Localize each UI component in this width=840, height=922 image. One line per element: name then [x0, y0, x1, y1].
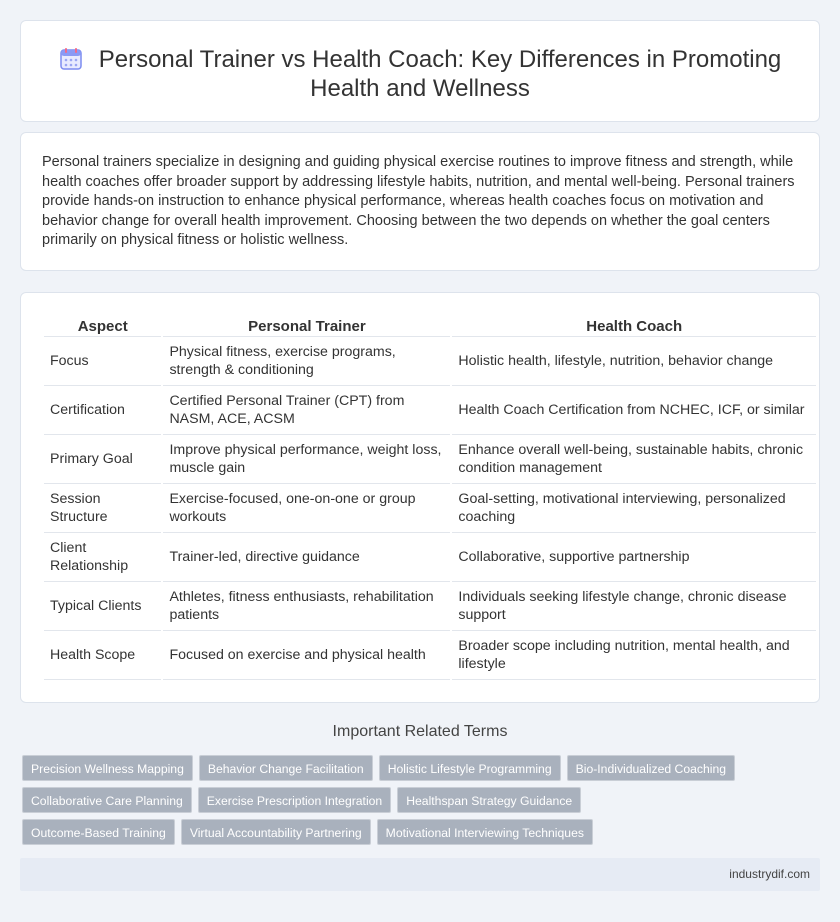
column-header-personal-trainer: Personal Trainer	[163, 311, 450, 337]
aspect-cell: Health Scope	[44, 631, 161, 680]
table-header-row	[44, 311, 816, 337]
table-row	[44, 337, 816, 386]
related-term-tag[interactable]: Behavior Change Facilitation	[199, 755, 373, 781]
related-term-tag[interactable]: Healthspan Strategy Guidance	[397, 787, 581, 813]
table-row	[44, 582, 816, 631]
health-coach-cell: Individuals seeking lifestyle change, chronic disease support	[452, 582, 816, 631]
related-term-tag[interactable]: Holistic Lifestyle Programming	[379, 755, 561, 781]
related-term-tag[interactable]: Motivational Interviewing Techniques	[377, 819, 593, 845]
personal-trainer-cell: Improve physical performance, weight loss, muscle gain	[163, 435, 450, 484]
table-row	[44, 386, 816, 435]
health-coach-cell: Goal-setting, motivational interviewing, personalized coaching	[452, 484, 816, 533]
intro-paragraph: Personal trainers specialize in designing and guiding physical exercise routines to improve fitness and strength, while health coaches offer broader support by addressing lifestyle habits, nutrition, and mental well-being. Personal trainers provide hands-on instruction to enhance physical performance, whereas health coaches focus on motivation and behavior change for overall health improvement. Choosing between the two depends on whether the goal centers primarily on physical fitness or holistic wellness.	[42, 154, 795, 249]
related-term-tag[interactable]: Precision Wellness Mapping	[22, 755, 193, 781]
column-header-aspect: Aspect	[44, 311, 161, 337]
personal-trainer-cell: Certified Personal Trainer (CPT) from NASM, ACE, ACSM	[163, 386, 450, 435]
personal-trainer-cell: Exercise-focused, one-on-one or group workouts	[163, 484, 450, 533]
aspect-cell: Session Structure	[44, 484, 161, 533]
health-coach-cell: Collaborative, supportive partnership	[452, 533, 816, 582]
table-row	[44, 435, 816, 484]
personal-trainer-cell: Focused on exercise and physical health	[163, 631, 450, 680]
aspect-cell: Certification	[44, 386, 161, 435]
title-card	[20, 20, 820, 122]
comparison-card	[20, 292, 820, 703]
aspect-cell: Primary Goal	[44, 435, 161, 484]
aspect-cell: Typical Clients	[44, 582, 161, 631]
related-term-tag[interactable]: Collaborative Care Planning	[22, 787, 192, 813]
footer-site-name[interactable]: industrydif.com	[729, 867, 810, 881]
table-row	[44, 533, 816, 582]
related-terms-title: Important Related Terms	[332, 723, 508, 740]
health-coach-cell: Enhance overall well-being, sustainable habits, chronic condition management	[452, 435, 816, 484]
calendar-icon	[59, 47, 83, 71]
related-terms-list	[22, 755, 742, 851]
comparison-table	[42, 311, 818, 680]
page-title: Personal Trainer vs Health Coach: Key Differences in Promoting Health and Wellness	[98, 46, 782, 102]
personal-trainer-cell: Trainer-led, directive guidance	[163, 533, 450, 582]
related-term-tag[interactable]: Exercise Prescription Integration	[198, 787, 391, 813]
health-coach-cell: Health Coach Certification from NCHEC, ICF, or similar	[452, 386, 816, 435]
column-header-health-coach: Health Coach	[452, 311, 816, 337]
health-coach-cell: Holistic health, lifestyle, nutrition, behavior change	[452, 337, 816, 386]
personal-trainer-cell: Athletes, fitness enthusiasts, rehabilitation patients	[163, 582, 450, 631]
table-row	[44, 631, 816, 680]
aspect-cell: Focus	[44, 337, 161, 386]
table-row	[44, 484, 816, 533]
personal-trainer-cell: Physical fitness, exercise programs, strength & conditioning	[163, 337, 450, 386]
page-title-wrap	[21, 45, 819, 103]
related-term-tag[interactable]: Bio-Individualized Coaching	[567, 755, 735, 781]
health-coach-cell: Broader scope including nutrition, mental health, and lifestyle	[452, 631, 816, 680]
related-term-tag[interactable]: Outcome-Based Training	[22, 819, 175, 845]
related-term-tag[interactable]: Virtual Accountability Partnering	[181, 819, 371, 845]
footer-bar	[20, 858, 820, 891]
aspect-cell: Client Relationship	[44, 533, 161, 582]
intro-card	[20, 132, 820, 271]
